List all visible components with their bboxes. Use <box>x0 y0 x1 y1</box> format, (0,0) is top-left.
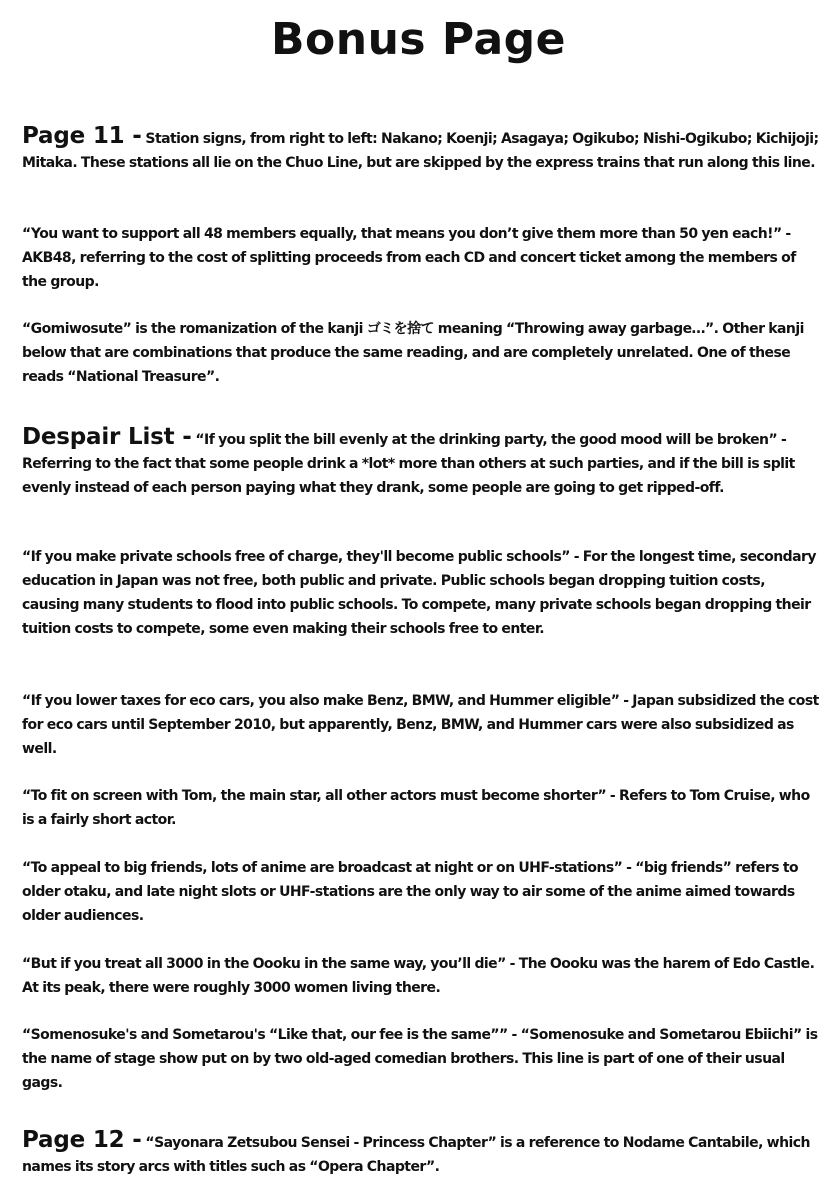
despair-text-1: “If you split the bill evenly at the drinking party, the good mood will be broken” - Referring to the fact that some people drink a *lot* more than others at such parties, and if the bill is split evenly instead of each person paying what they drank, some people are going to get ripped-off. <box>22 432 795 496</box>
page11-paragraph-2: “You want to support all 48 members equally, that means you don’t give them more than 50 yen each!” - AKB48, referring to the cost of splitting proceeds from each CD and concert ticket among the members of the group. <box>22 226 796 290</box>
page12-paragraph-1 <box>22 1128 822 1179</box>
page11-paragraph-1 <box>22 124 822 175</box>
page11-text-1: Station signs, from right to left: Nakano; Koenji; Asagaya; Ogikubo; Nishi-Ogikubo; Kichijoji; Mitaka. These stations all lie on the Chuo Line, but are skipped by the express trains that run along this line. <box>22 131 819 171</box>
page-title: Bonus Page <box>270 14 567 65</box>
despair-paragraph-7: “Somenosuke's and Sometarou's “Like that, our fee is the same”” - “Somenosuke and Sometarou Ebiichi” is the name of stage show put on by two old-aged comedian brothers. This line is part of one of their usual gags. <box>22 1027 818 1091</box>
page12-text-1: “Sayonara Zetsubou Sensei - Princess Chapter” is a reference to Nodame Cantabile, which names its story arcs with titles such as “Opera Chapter”. <box>22 1135 810 1175</box>
despair-paragraph-6: “But if you treat all 3000 in the Oooku in the same way, you’ll die” - The Oooku was the harem of Edo Castle. At its peak, there were roughly 3000 women living there. <box>22 956 815 996</box>
despair-paragraph-2: “If you make private schools free of charge, they'll become public schools” - For the longest time, secondary education in Japan was not free, both public and private. Public schools began dropping tuition costs, causing many students to flood into public schools. To compete, many private schools began dropping their tuition costs to compete, some even making their schools free to enter. <box>22 549 816 637</box>
despair-heading: Despair List - <box>22 424 192 450</box>
page12-heading: Page 12 - <box>22 1127 142 1153</box>
despair-paragraph-1 <box>22 425 822 500</box>
despair-paragraph-4: “To fit on screen with Tom, the main star, all other actors must become shorter” - Refers to Tom Cruise, who is a fairly short actor. <box>22 788 810 828</box>
page11-heading: Page 11 - <box>22 123 142 149</box>
despair-paragraph-3: “If you lower taxes for eco cars, you also make Benz, BMW, and Hummer eligible” - Japan subsidized the cost for eco cars until September 2010, but apparently, Benz, BMW, and Hummer cars were also subsidized as well. <box>22 693 819 757</box>
despair-paragraph-5: “To appeal to big friends, lots of anime are broadcast at night or on UHF-stations” - “big friends” refers to older otaku, and late night slots or UHF-stations are the only way to air some of the anime aimed towards older audiences. <box>22 860 799 924</box>
page11-paragraph-3: “Gomiwosute” is the romanization of the kanji ゴミを捨て meaning “Throwing away garbage…”. Other kanji below that are combinations that produce the same reading, and are completely unrelated. One of these reads “National Treasure”. <box>22 321 804 385</box>
